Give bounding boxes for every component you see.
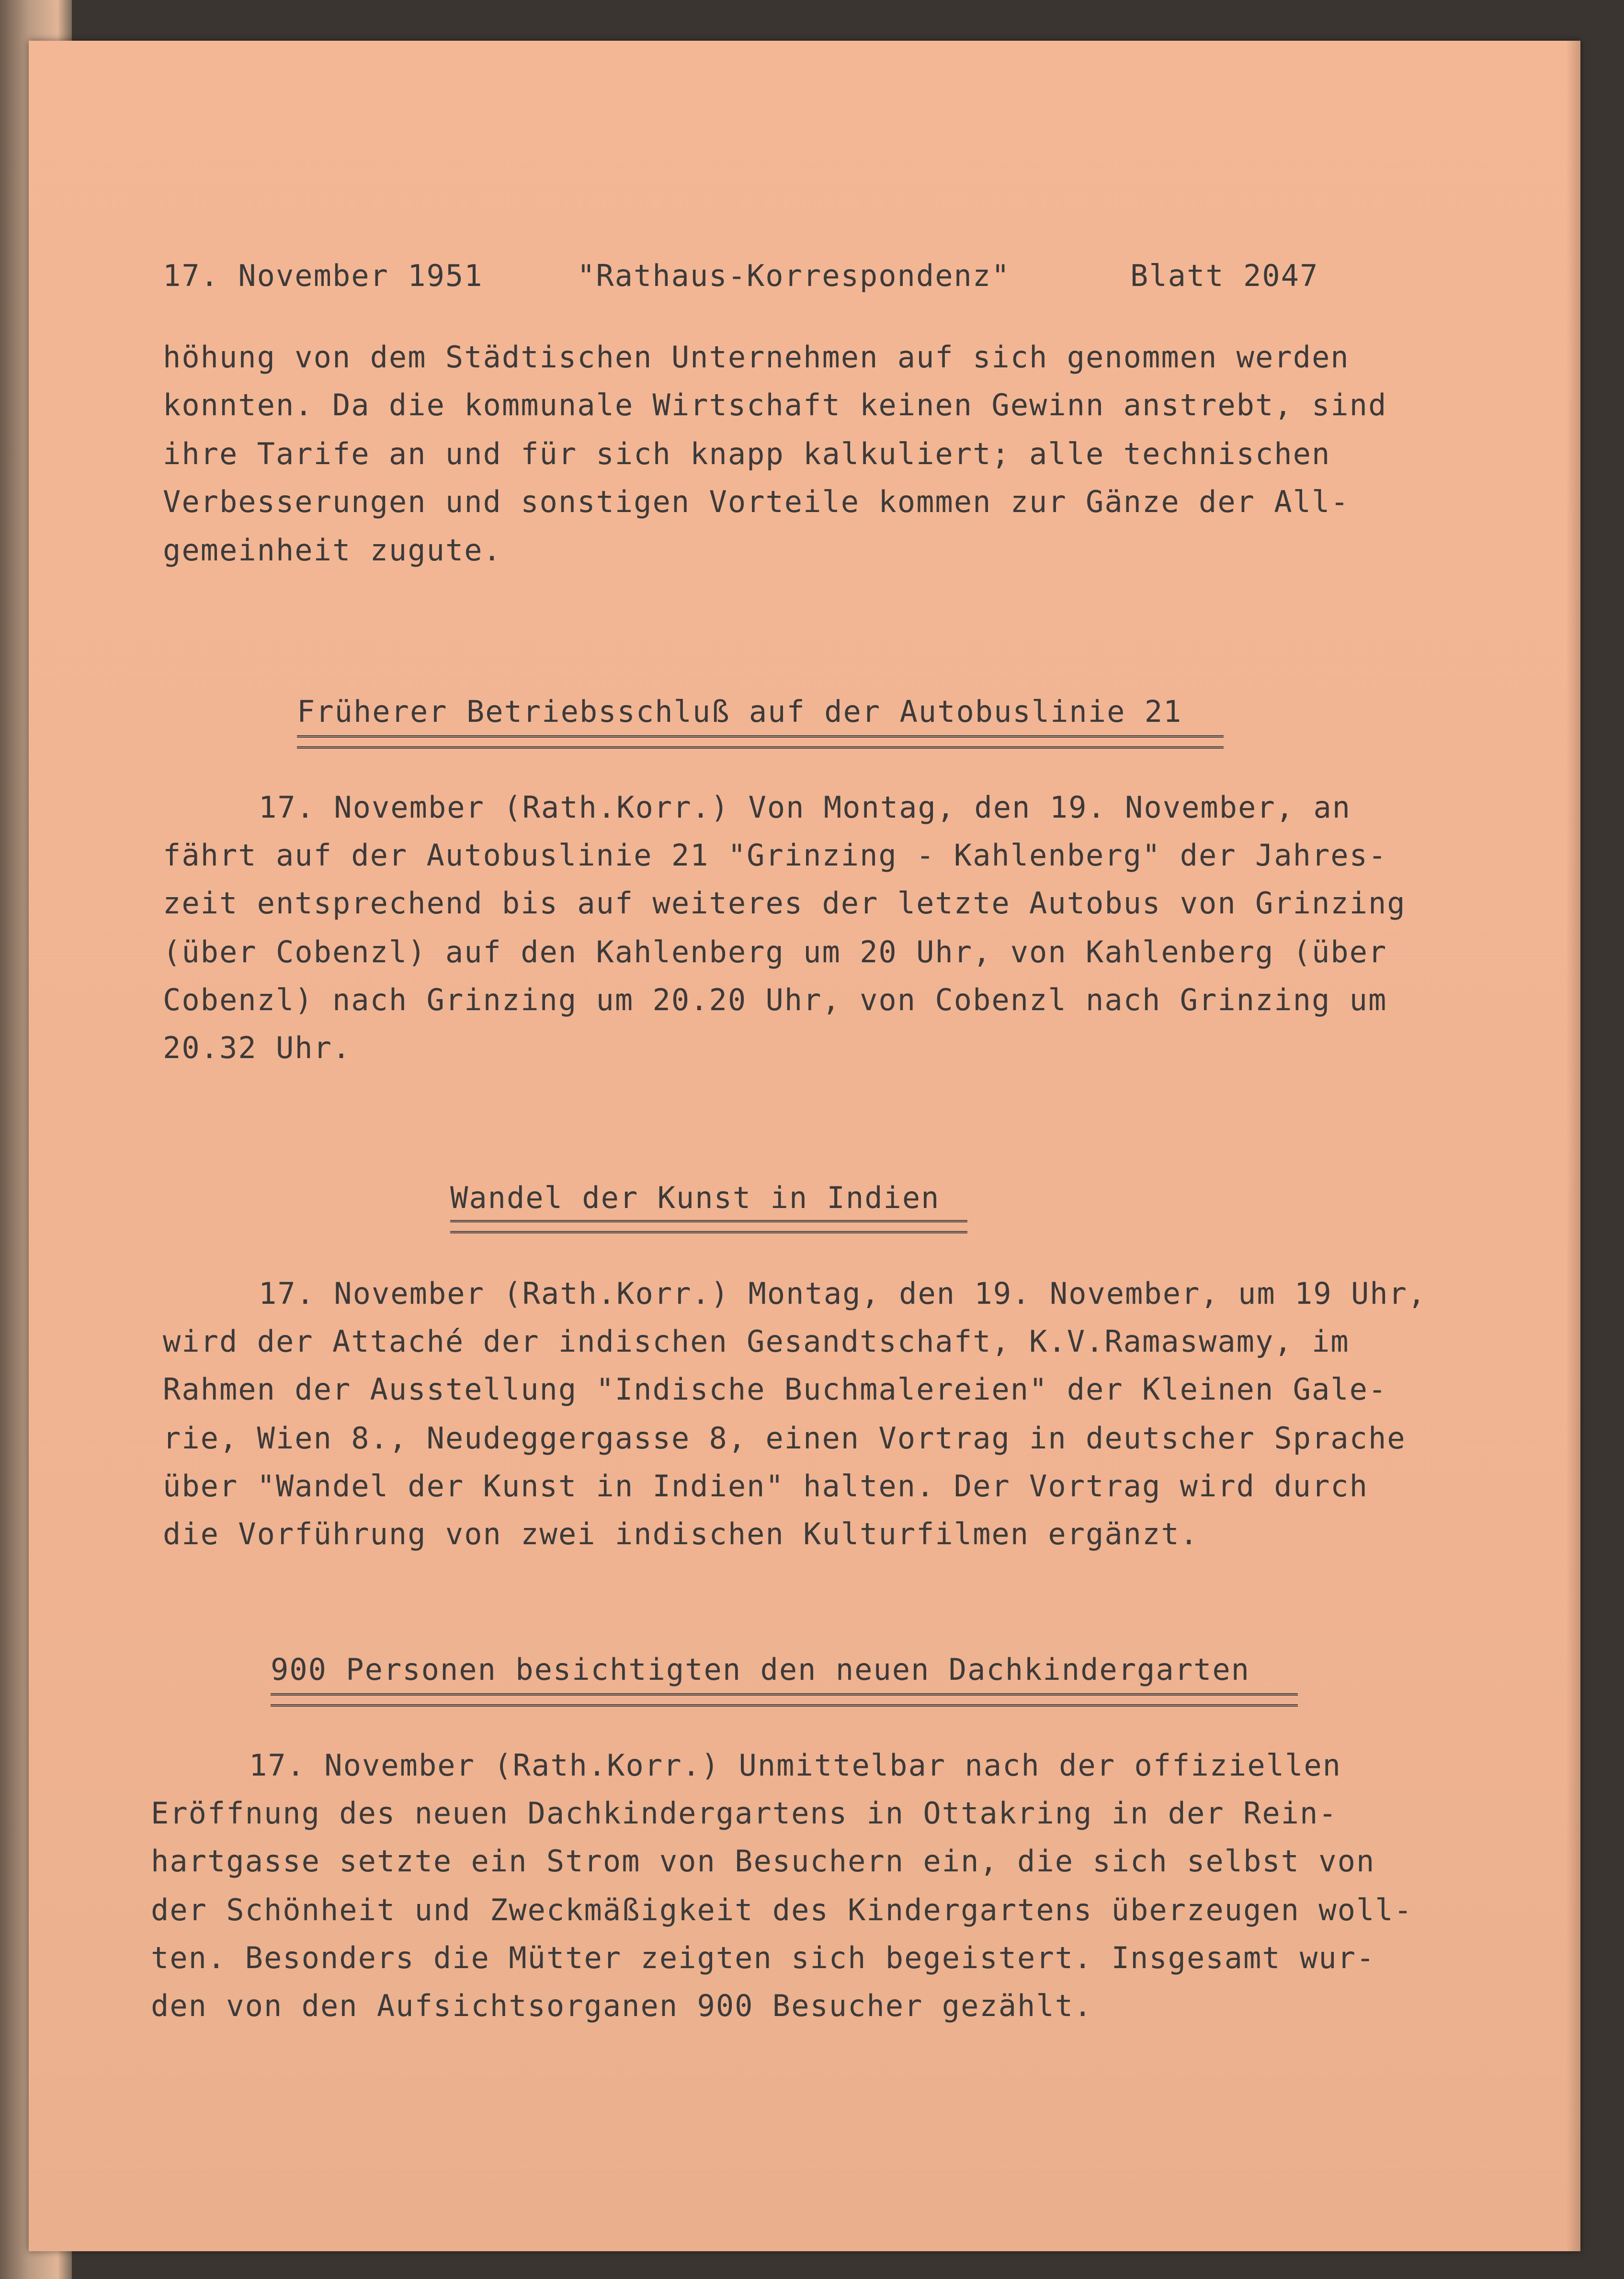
heading-underline	[271, 1693, 1298, 1707]
text-line: der Schönheit und Zweckmäßigkeit des Kindergartens überzeugen woll-	[151, 1892, 1413, 1927]
document-page	[29, 41, 1580, 2251]
text-line: Rahmen der Ausstellung "Indische Buchmalereien" der Kleinen Gale-	[163, 1372, 1387, 1407]
article-heading: 900 Personen besichtigten den neuen Dachkindergarten	[271, 1652, 1250, 1687]
text-line: (über Cobenzl) auf den Kahlenberg um 20 Uhr, von Kahlenberg (über	[163, 934, 1387, 969]
article-heading: Früherer Betriebsschluß auf der Autobuslinie 21	[297, 694, 1182, 729]
text-line: rie, Wien 8., Neudeggergasse 8, einen Vortrag in deutscher Sprache	[163, 1421, 1406, 1456]
article-heading: Wandel der Kunst in Indien	[450, 1180, 940, 1215]
text-line: 17. November (Rath.Korr.) Von Montag, den 19. November, an	[259, 790, 1351, 825]
page-edge-shadow	[1566, 41, 1580, 2251]
text-line: über "Wandel der Kunst in Indien" halten. Der Vortrag wird durch	[163, 1469, 1368, 1504]
text-line: höhung von dem Städtischen Unternehmen auf sich genommen werden	[163, 340, 1350, 375]
header-publication: "Rathaus-Korrespondenz"	[577, 258, 1011, 293]
text-line: den von den Aufsichtsorganen 900 Besucher gezählt.	[151, 1988, 1093, 2023]
heading-underline	[450, 1220, 967, 1233]
text-line: zeit entsprechend bis auf weiteres der letzte Autobus von Grinzing	[163, 886, 1406, 921]
text-line: ihre Tarife an und für sich knapp kalkuliert; alle technischen	[163, 436, 1331, 471]
text-line: gemeinheit zugute.	[163, 533, 502, 568]
text-line: hartgasse setzte ein Strom von Besuchern ein, die sich selbst von	[151, 1844, 1375, 1879]
text-line: konnten. Da die kommunale Wirtschaft keinen Gewinn anstrebt, sind	[163, 387, 1387, 422]
page-header	[29, 258, 1580, 299]
text-line: fährt auf der Autobuslinie 21 "Grinzing - Kahlenberg" der Jahres-	[163, 838, 1387, 873]
heading-underline	[297, 735, 1224, 749]
header-sheet-number: Blatt 2047	[1130, 258, 1319, 293]
text-line: ten. Besonders die Mütter zeigten sich begeistert. Insgesamt wur-	[151, 1940, 1375, 1975]
text-line: Eröffnung des neuen Dachkindergartens in Ottakring in der Rein-	[151, 1796, 1338, 1831]
text-line: Verbesserungen und sonstigen Vorteile kommen zur Gänze der All-	[163, 484, 1350, 519]
header-date: 17. November 1951	[163, 258, 483, 293]
text-line: 17. November (Rath.Korr.) Montag, den 19. November, um 19 Uhr,	[259, 1276, 1427, 1311]
text-line: die Vorführung von zwei indischen Kulturfilmen ergänzt.	[163, 1516, 1199, 1551]
text-line: 20.32 Uhr.	[163, 1030, 352, 1065]
text-line: 17. November (Rath.Korr.) Unmittelbar nach der offiziellen	[249, 1748, 1341, 1783]
text-line: Cobenzl) nach Grinzing um 20.20 Uhr, von Cobenzl nach Grinzing um	[163, 982, 1387, 1017]
text-line: wird der Attaché der indischen Gesandtschaft, K.V.Ramaswamy, im	[163, 1324, 1350, 1359]
